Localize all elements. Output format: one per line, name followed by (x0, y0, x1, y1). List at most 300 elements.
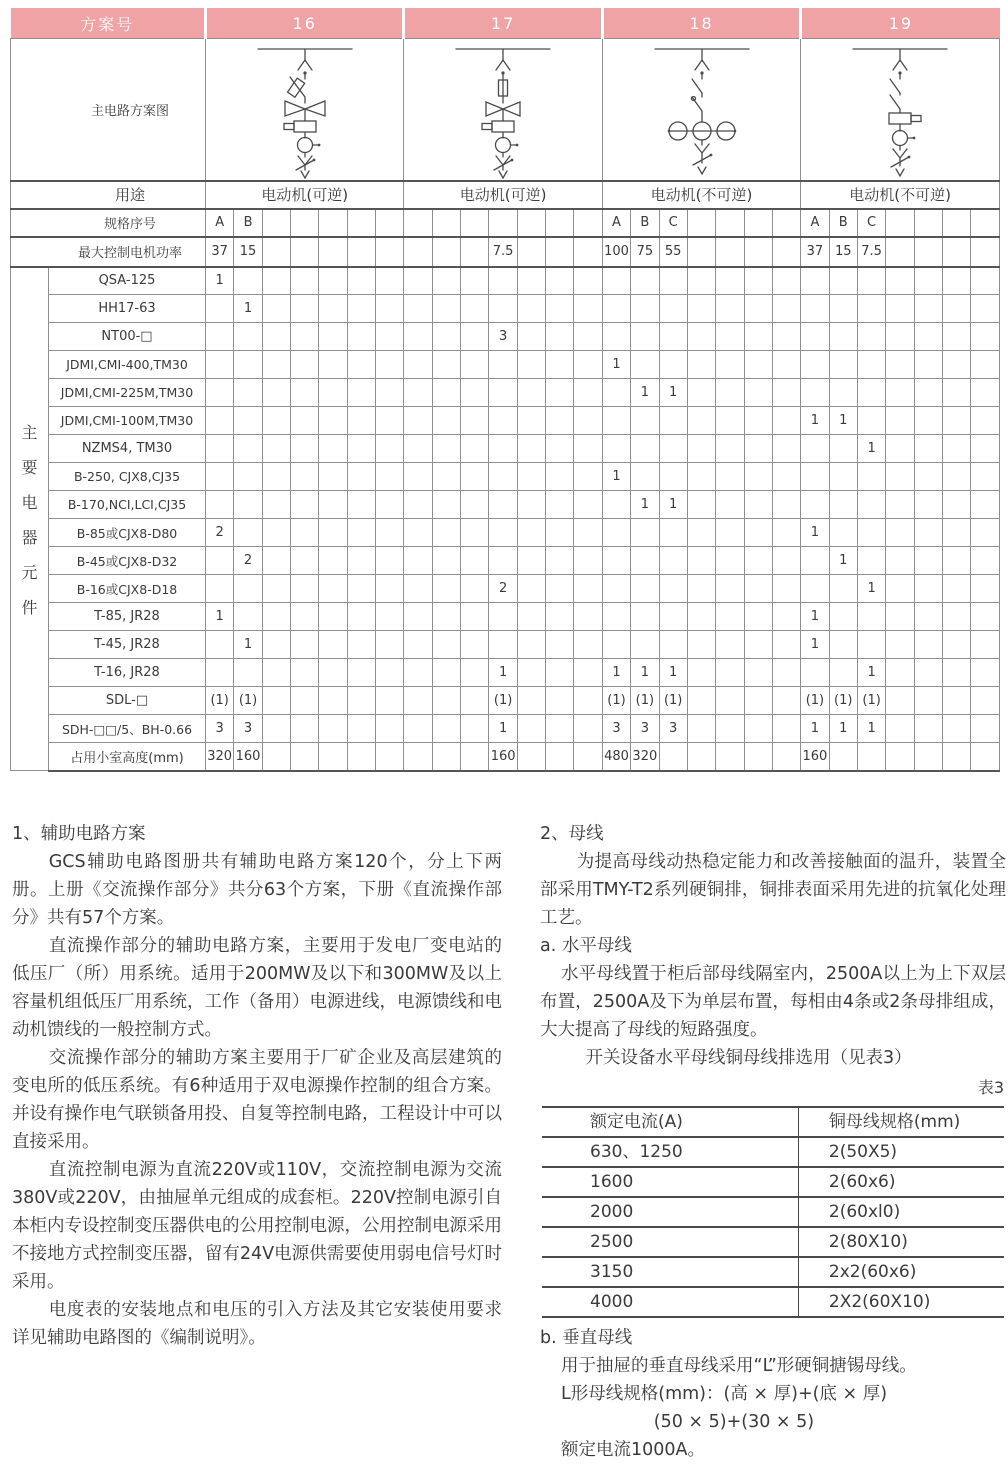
value-cell (404, 267, 432, 295)
value-cell (772, 351, 800, 379)
value-cell: 15 (234, 237, 262, 267)
value-cell: (1) (857, 687, 885, 715)
value-cell (857, 743, 885, 771)
value-cell (376, 603, 404, 631)
value-cell (376, 659, 404, 687)
value-cell (801, 575, 829, 603)
value-cell (631, 463, 659, 491)
value-cell (631, 267, 659, 295)
busbar-spec-cell: 2(50X5) (798, 1137, 1004, 1167)
value-cell (744, 237, 772, 267)
value-cell: (1) (206, 687, 234, 715)
value-cell (262, 463, 290, 491)
scheme-17-diagram (404, 39, 602, 179)
value-cell (971, 407, 1000, 435)
row-label: HH17-63 (49, 295, 206, 323)
value-cell: 2 (234, 547, 262, 575)
value-cell (631, 295, 659, 323)
value-cell (886, 463, 914, 491)
table3-row (542, 1167, 1004, 1197)
value-cell (546, 575, 574, 603)
value-cell: (1) (829, 687, 857, 715)
value-cell (744, 435, 772, 463)
value-cell (404, 295, 432, 323)
value-cell: A (206, 209, 234, 237)
value-cell: 1 (857, 659, 885, 687)
value-cell (914, 715, 942, 743)
value-cell (716, 435, 744, 463)
row-label: B-45或CJX8-D32 (49, 547, 206, 575)
value-cell (319, 603, 347, 631)
value-cell (687, 351, 715, 379)
value-cell (829, 491, 857, 519)
value-cell: 1 (489, 659, 517, 687)
value-cell (971, 743, 1000, 771)
value-cell (234, 351, 262, 379)
value-cell (574, 631, 602, 659)
value-cell (602, 435, 630, 463)
value-cell (744, 295, 772, 323)
value-cell (291, 407, 319, 435)
value-cell: 1 (234, 631, 262, 659)
value-cell (631, 519, 659, 547)
table-row (11, 351, 1000, 379)
value-cell (262, 351, 290, 379)
value-cell (489, 631, 517, 659)
value-cell (461, 351, 489, 379)
value-cell: B (631, 209, 659, 237)
value-cell (404, 209, 432, 237)
value-cell (319, 351, 347, 379)
value-cell (517, 687, 545, 715)
value-cell (461, 267, 489, 295)
value-cell (404, 519, 432, 547)
value-cell (347, 575, 375, 603)
value-cell (744, 463, 772, 491)
value-cell (291, 631, 319, 659)
table-row (11, 295, 1000, 323)
value-cell (461, 715, 489, 743)
value-cell (546, 435, 574, 463)
value-cell (404, 743, 432, 771)
value-cell (744, 519, 772, 547)
value-cell (886, 659, 914, 687)
value-cell (942, 351, 970, 379)
value-cell (291, 237, 319, 267)
value-cell (971, 547, 1000, 575)
value-cell (291, 743, 319, 771)
value-cell (319, 575, 347, 603)
value-cell (659, 547, 687, 575)
value-cell (234, 463, 262, 491)
value-cell (801, 463, 829, 491)
value-cell: 3 (489, 323, 517, 351)
value-cell (347, 659, 375, 687)
value-cell (857, 631, 885, 659)
horizontal-busbar-text: 水平母线置于柜后部母线隔室内，2500A以上为上下双层布置，2500A及下为单层布置，每相由4条或2条母排组成，大大提高了母线的短路强度。 (540, 964, 1006, 1040)
value-cell (772, 519, 800, 547)
value-cell (829, 379, 857, 407)
value-cell: 160 (489, 743, 517, 771)
value-cell (744, 379, 772, 407)
corner-label: 方案号 (11, 8, 206, 39)
value-cell (432, 209, 460, 237)
value-cell (262, 237, 290, 267)
usage-row-label: 用途 (11, 181, 206, 209)
value-cell (971, 575, 1000, 603)
value-cell (631, 323, 659, 351)
value-cell (262, 743, 290, 771)
value-cell (829, 323, 857, 351)
value-cell (461, 491, 489, 519)
usage-19: 电动机(不可逆) (801, 181, 1000, 209)
value-cell (206, 631, 234, 659)
value-cell (716, 631, 744, 659)
value-cell (602, 603, 630, 631)
value-cell (829, 295, 857, 323)
value-cell (546, 237, 574, 267)
value-cell (574, 323, 602, 351)
value-cell (489, 547, 517, 575)
value-cell (744, 743, 772, 771)
value-cell (942, 209, 970, 237)
scheme-number-18: 18 (602, 8, 800, 39)
value-cell: A (602, 209, 630, 237)
value-cell (574, 715, 602, 743)
usage-16: 电动机(可逆) (206, 181, 404, 209)
value-cell (942, 659, 970, 687)
value-cell (687, 659, 715, 687)
value-cell (461, 603, 489, 631)
usage-17: 电动机(可逆) (404, 181, 602, 209)
value-cell (914, 603, 942, 631)
row-label: 最大控制电机功率 (11, 237, 206, 267)
value-cell (404, 407, 432, 435)
value-cell (857, 323, 885, 351)
value-cell (206, 491, 234, 519)
value-cell (687, 547, 715, 575)
value-cell (489, 519, 517, 547)
value-cell: 1 (206, 603, 234, 631)
value-cell (829, 575, 857, 603)
value-cell (291, 491, 319, 519)
value-cell: 3 (659, 715, 687, 743)
busbar-spec-cell: 铜母线规格(mm) (798, 1107, 1004, 1137)
value-cell (914, 659, 942, 687)
value-cell (574, 519, 602, 547)
value-cell (857, 463, 885, 491)
value-cell (886, 687, 914, 715)
value-cell (319, 267, 347, 295)
value-cell: 1 (801, 715, 829, 743)
vertical-busbar-heading: b. 垂直母线 (540, 1328, 633, 1348)
row-label: JDMI,CMI-100M,TM30 (49, 407, 206, 435)
value-cell (886, 491, 914, 519)
value-cell (857, 491, 885, 519)
value-cell (829, 659, 857, 687)
value-cell (574, 237, 602, 267)
value-cell: (1) (801, 687, 829, 715)
main-circuit-scheme-table (10, 8, 1000, 772)
value-cell: 7.5 (489, 237, 517, 267)
scheme-18-diagram (603, 39, 801, 179)
value-cell (489, 603, 517, 631)
value-cell (687, 237, 715, 267)
value-cell (347, 491, 375, 519)
busbar-spec-cell: 2(60x6) (798, 1167, 1004, 1197)
value-cell (432, 743, 460, 771)
value-cell (432, 519, 460, 547)
value-cell (914, 575, 942, 603)
table-row (11, 547, 1000, 575)
vertical-busbar-line: (50 × 5)+(30 × 5) (653, 1412, 815, 1432)
value-cell (517, 659, 545, 687)
value-cell: 1 (829, 547, 857, 575)
table-row (11, 659, 1000, 687)
table-row (11, 323, 1000, 351)
value-cell (659, 603, 687, 631)
value-cell: 2 (206, 519, 234, 547)
table-row (11, 209, 1000, 237)
value-cell (857, 351, 885, 379)
value-cell (744, 603, 772, 631)
value-cell (574, 687, 602, 715)
value-cell (942, 267, 970, 295)
value-cell (291, 547, 319, 575)
value-cell (886, 237, 914, 267)
value-cell (432, 323, 460, 351)
value-cell (659, 351, 687, 379)
value-cell (574, 659, 602, 687)
value-cell (234, 575, 262, 603)
value-cell (206, 547, 234, 575)
value-cell (801, 547, 829, 575)
value-cell (857, 407, 885, 435)
value-cell (687, 631, 715, 659)
value-cell (404, 491, 432, 519)
value-cell (461, 407, 489, 435)
value-cell (432, 491, 460, 519)
value-cell (971, 519, 1000, 547)
value-cell (886, 267, 914, 295)
value-cell: (1) (631, 687, 659, 715)
value-cell (744, 267, 772, 295)
value-cell (404, 575, 432, 603)
value-cell (319, 237, 347, 267)
value-cell (546, 323, 574, 351)
scheme-number-16: 16 (206, 8, 404, 39)
value-cell (971, 631, 1000, 659)
value-cell (234, 491, 262, 519)
value-cell (517, 237, 545, 267)
value-cell (234, 435, 262, 463)
value-cell (631, 351, 659, 379)
value-cell (914, 267, 942, 295)
value-cell: 1 (489, 715, 517, 743)
value-cell (376, 267, 404, 295)
value-cell (942, 631, 970, 659)
value-cell (234, 519, 262, 547)
value-cell (262, 267, 290, 295)
rated-current-cell: 额定电流(A) (542, 1107, 798, 1137)
value-cell (319, 295, 347, 323)
value-cell (404, 547, 432, 575)
value-cell (234, 379, 262, 407)
value-cell (291, 351, 319, 379)
value-cell: 3 (602, 715, 630, 743)
value-cell (716, 519, 744, 547)
value-cell (574, 209, 602, 237)
value-cell (461, 323, 489, 351)
value-cell (347, 435, 375, 463)
value-cell (687, 491, 715, 519)
value-cell (262, 603, 290, 631)
row-label: T-16, JR28 (49, 659, 206, 687)
value-cell: 100 (602, 237, 630, 267)
diagram-row-label: 主电路方案图 (11, 39, 206, 181)
value-cell (347, 631, 375, 659)
row-label: QSA-125 (49, 267, 206, 295)
value-cell (489, 463, 517, 491)
value-cell (461, 295, 489, 323)
value-cell (347, 463, 375, 491)
value-cell (404, 435, 432, 463)
value-cell (234, 267, 262, 295)
value-cell (716, 715, 744, 743)
value-cell (687, 575, 715, 603)
value-cell (234, 603, 262, 631)
horizontal-busbar-heading: a. 水平母线 (540, 936, 632, 956)
value-cell (347, 519, 375, 547)
value-cell (291, 209, 319, 237)
scheme-16-diagram (206, 39, 404, 179)
value-cell (546, 209, 574, 237)
value-cell (432, 237, 460, 267)
value-cell (461, 631, 489, 659)
value-cell (376, 379, 404, 407)
value-cell (461, 463, 489, 491)
table3-header-row (542, 1107, 1004, 1137)
value-cell (886, 379, 914, 407)
value-cell (942, 323, 970, 351)
value-cell (546, 463, 574, 491)
value-cell (574, 379, 602, 407)
row-label: NZMS4, TM30 (49, 435, 206, 463)
value-cell (829, 631, 857, 659)
value-cell: 1 (602, 351, 630, 379)
value-cell (574, 407, 602, 435)
rated-current-cell: 1600 (542, 1167, 798, 1197)
value-cell (432, 407, 460, 435)
value-cell (801, 323, 829, 351)
value-cell (319, 209, 347, 237)
value-cell (687, 407, 715, 435)
value-cell: 1 (631, 379, 659, 407)
value-cell (461, 435, 489, 463)
value-cell (829, 435, 857, 463)
value-cell (319, 491, 347, 519)
value-cell (772, 295, 800, 323)
value-cell (602, 295, 630, 323)
value-cell (489, 267, 517, 295)
value-cell: 1 (857, 575, 885, 603)
value-cell (942, 491, 970, 519)
value-cell (347, 295, 375, 323)
value-cell (914, 295, 942, 323)
value-cell (404, 659, 432, 687)
value-cell (291, 575, 319, 603)
value-cell (716, 687, 744, 715)
copper-busbar-selection-table (542, 1106, 1004, 1318)
value-cell (942, 435, 970, 463)
main-circuit-diagram-row (11, 39, 1000, 181)
value-cell (942, 295, 970, 323)
value-cell (971, 687, 1000, 715)
usage-18: 电动机(不可逆) (602, 181, 800, 209)
value-cell (716, 295, 744, 323)
value-cell (829, 463, 857, 491)
scheme-number-17: 17 (404, 8, 602, 39)
value-cell (631, 435, 659, 463)
busbar-spec-cell: 2X2(60X10) (798, 1287, 1004, 1317)
value-cell (546, 267, 574, 295)
value-cell (234, 659, 262, 687)
value-cell (347, 267, 375, 295)
value-cell (376, 323, 404, 351)
value-cell (772, 687, 800, 715)
value-cell (659, 295, 687, 323)
value-cell (716, 659, 744, 687)
value-cell (716, 491, 744, 519)
value-cell (376, 519, 404, 547)
value-cell (262, 519, 290, 547)
value-cell: 320 (206, 743, 234, 771)
value-cell (687, 715, 715, 743)
value-cell: B (829, 209, 857, 237)
value-cell (942, 547, 970, 575)
value-cell (942, 379, 970, 407)
value-cell (971, 295, 1000, 323)
value-cell (262, 209, 290, 237)
value-cell (772, 575, 800, 603)
table-row (11, 237, 1000, 267)
value-cell (574, 575, 602, 603)
value-cell (206, 463, 234, 491)
value-cell (319, 659, 347, 687)
value-cell (687, 743, 715, 771)
value-cell (744, 687, 772, 715)
value-cell (744, 575, 772, 603)
value-cell (716, 237, 744, 267)
value-cell (829, 267, 857, 295)
value-cell (291, 323, 319, 351)
scheme-header-row (11, 8, 1000, 39)
value-cell (886, 519, 914, 547)
value-cell (716, 743, 744, 771)
rated-current-cell: 2000 (542, 1197, 798, 1227)
value-cell (602, 323, 630, 351)
value-cell: B (234, 209, 262, 237)
value-cell (206, 659, 234, 687)
section-1-paragraph: GCS辅助电路图册共有辅助电路方案120个，分上下两册。上册《交流操作部分》共分63个方案，下册《直流操作部分》共有57个方案。 (12, 852, 502, 928)
value-cell (772, 463, 800, 491)
value-cell (687, 295, 715, 323)
value-cell (914, 631, 942, 659)
row-label: B-16或CJX8-D18 (49, 575, 206, 603)
value-cell (631, 631, 659, 659)
row-label: SDL-□ (49, 687, 206, 715)
value-cell (801, 295, 829, 323)
